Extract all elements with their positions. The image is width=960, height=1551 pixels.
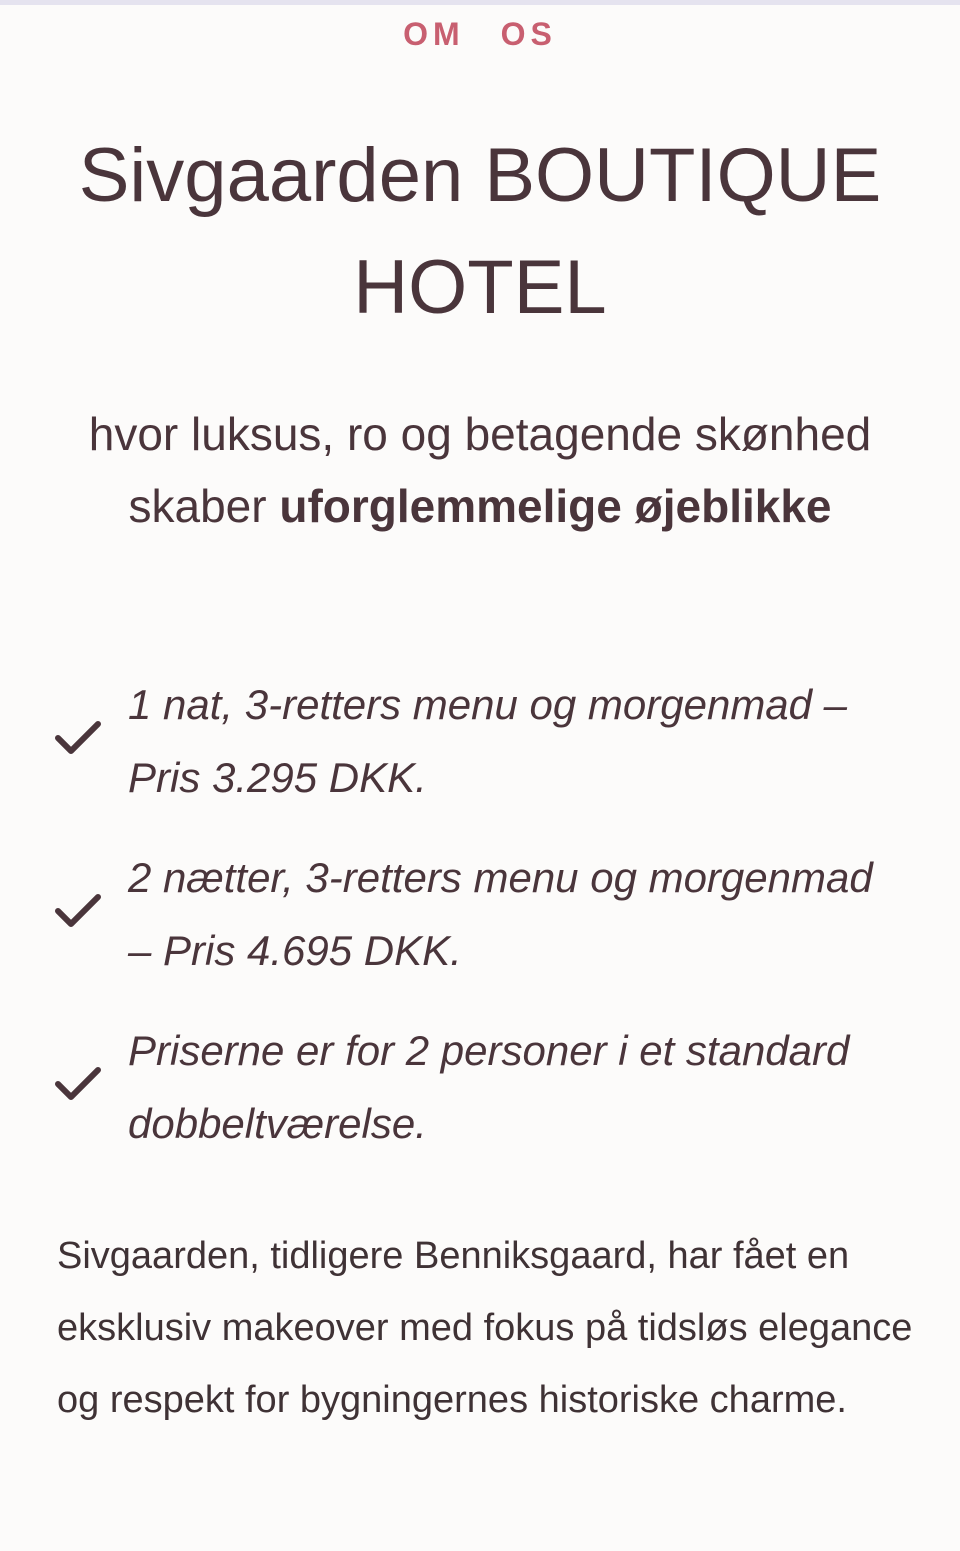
hero-subtitle <box>80 398 880 542</box>
section-eyebrow: OM OS <box>403 16 557 52</box>
feature-text: 2 nætter, 3-retters menu og morgenmad – Pris 4.695 DKK. <box>128 854 873 974</box>
feature-list <box>0 668 960 1187</box>
check-icon <box>54 718 102 758</box>
feature-text: 1 nat, 3-retters menu og morgenmad – Pris 3.295 DKK. <box>128 681 848 801</box>
page-title: Sivgaarden BOUTIQUE HOTEL <box>78 133 882 330</box>
feature-text: Priserne er for 2 personer i et standard dobbeltværelse. <box>128 1027 850 1147</box>
list-item <box>0 668 960 841</box>
list-item <box>0 841 960 1014</box>
subtitle-text: hvor luksus, ro og betagende skønhed skaber <box>88 408 872 532</box>
subtitle-emphasis: uforglemmelige øjeblikke <box>279 480 832 532</box>
list-item <box>0 1014 960 1187</box>
check-icon <box>54 1064 102 1104</box>
about-description: Sivgaarden, tidligere Benniksgaard, har fået en eksklusiv makeover med fokus på tidsløs elegance og respekt for bygningernes historiske charme. <box>57 1235 913 1421</box>
check-icon <box>54 891 102 931</box>
top-divider <box>0 0 960 5</box>
